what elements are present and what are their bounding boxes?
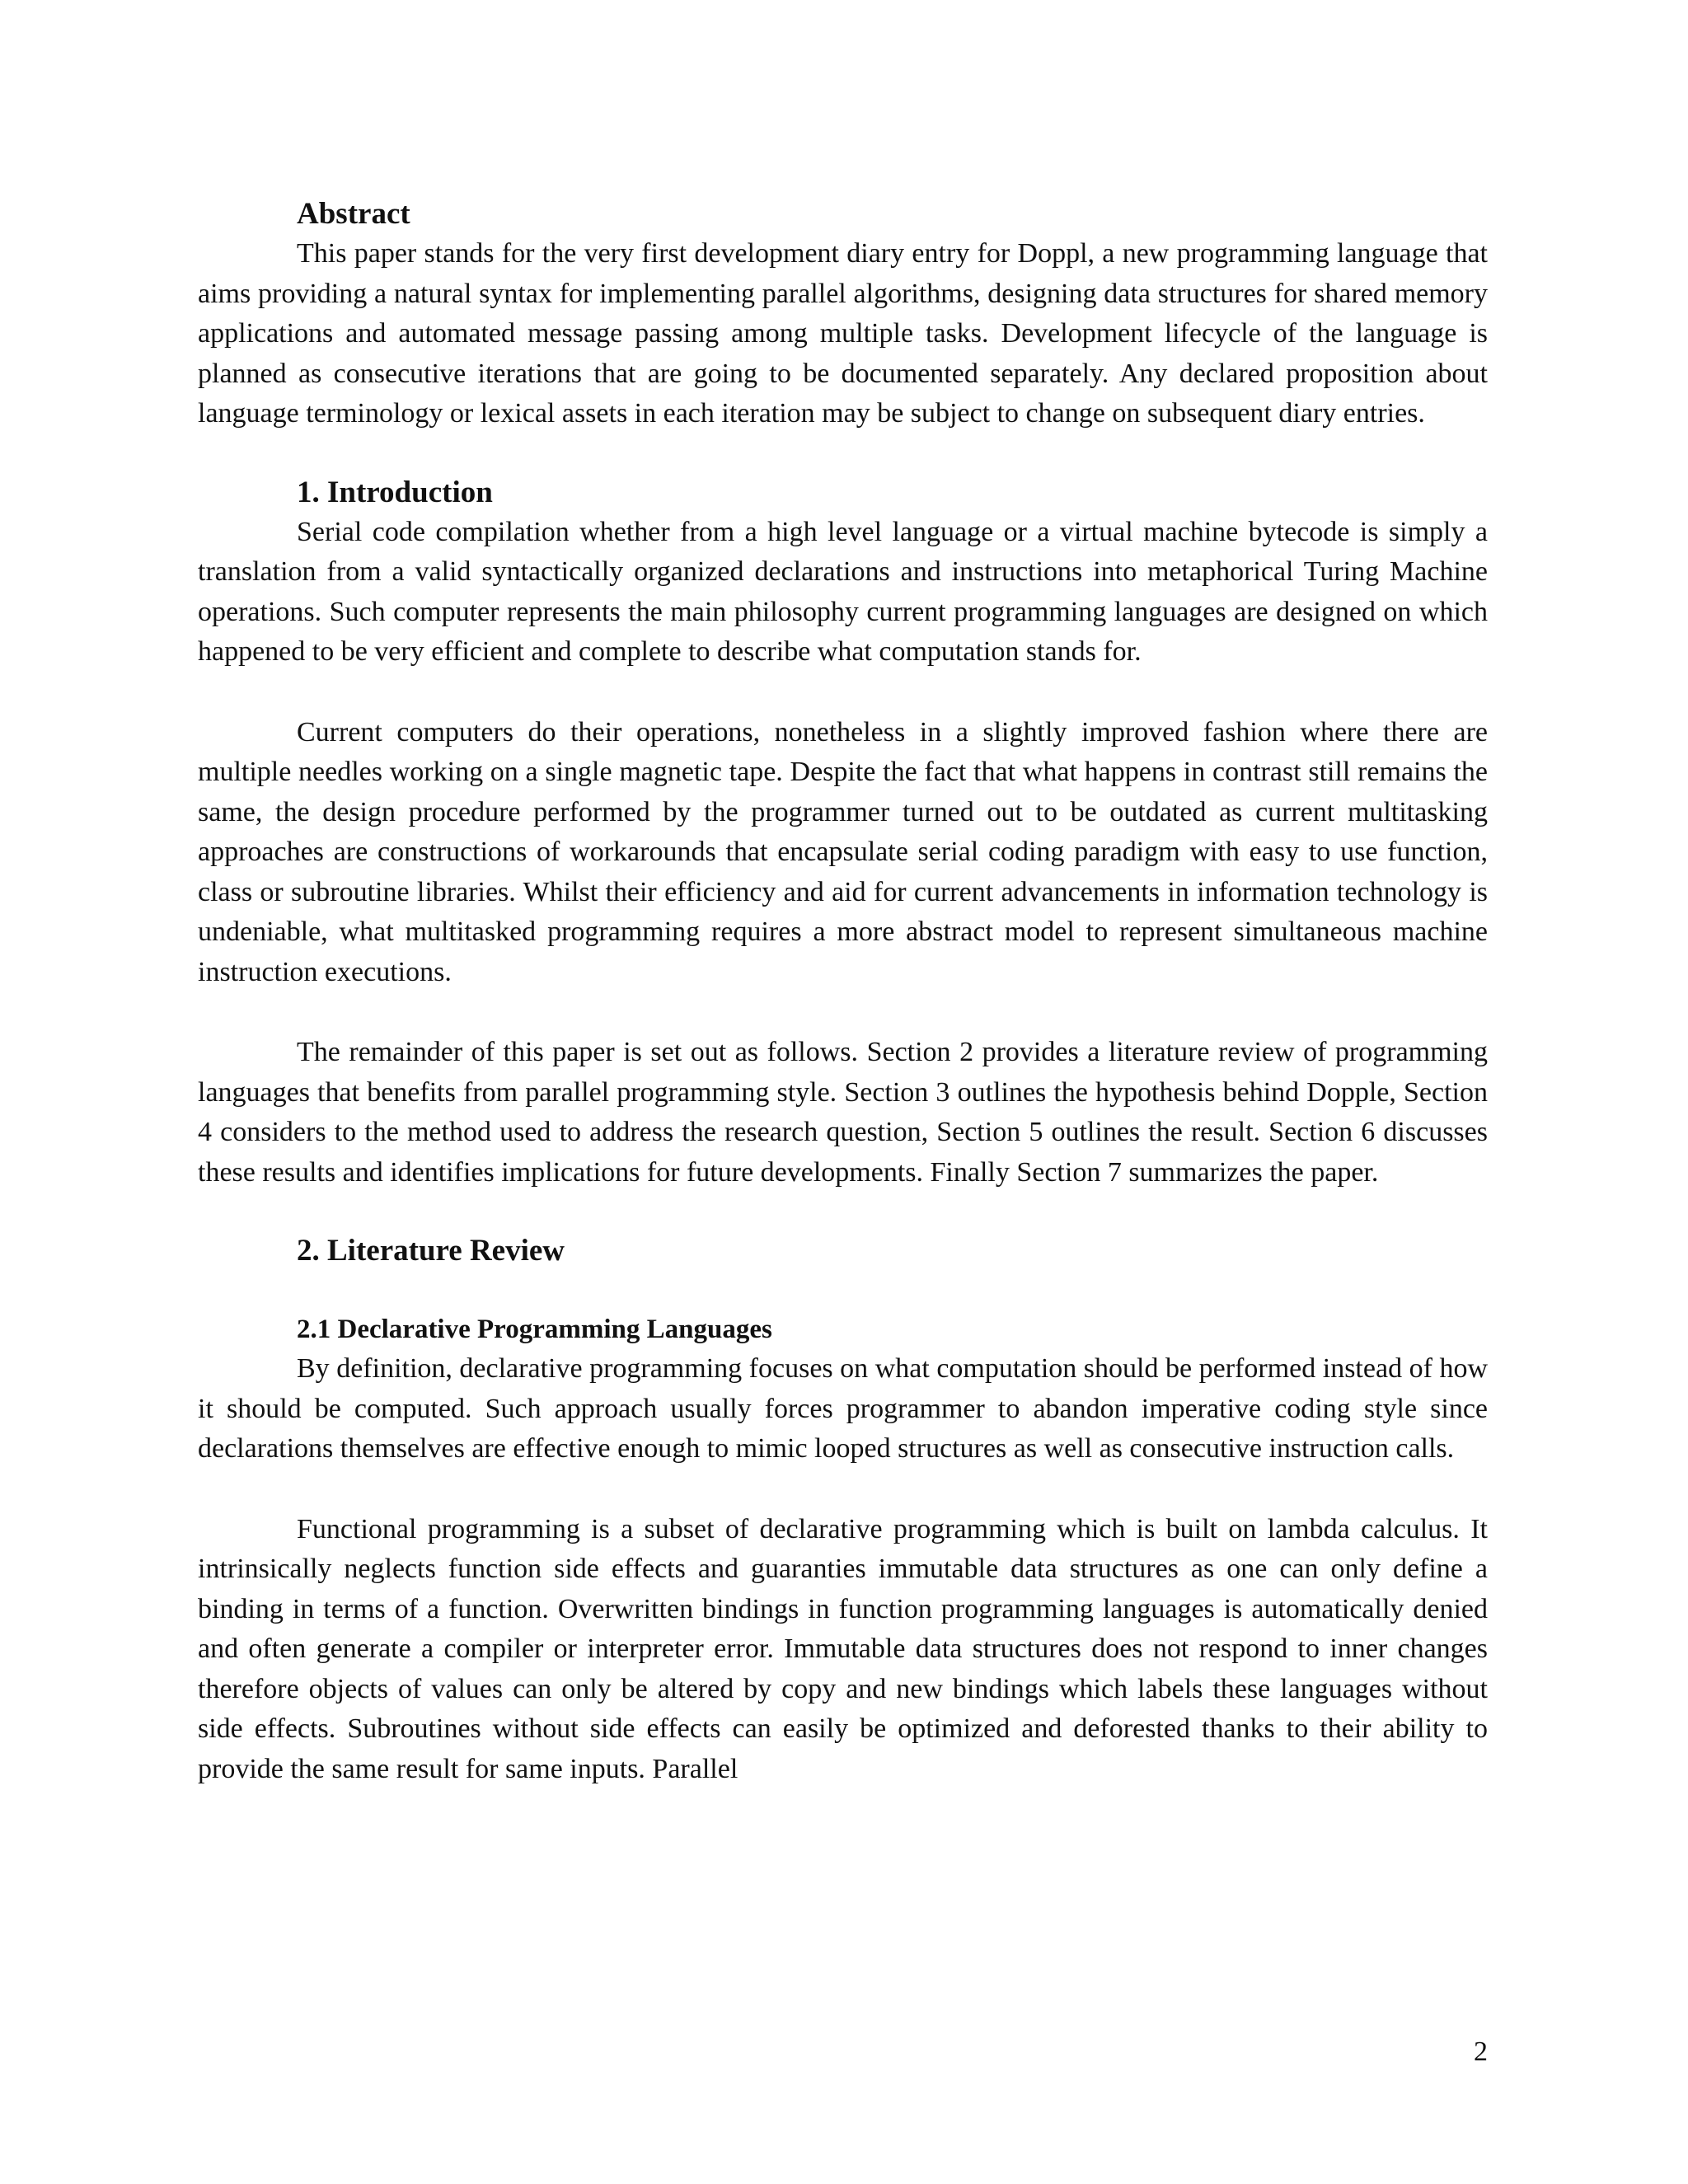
page-body [198, 194, 1488, 1789]
introduction-paragraph-2: Current computers do their operations, nonetheless in a slightly improved fashion where there are multiple needles working on a single magnetic tape. Despite the fact that what happens in contrast still remains the same, the design procedure performed by the programmer turned out to be outdated as current multitasking approaches are constructions of workarounds that encapsulate serial coding paradigm with easy to use function, class or subroutine libraries. Whilst their efficiency and aid for current advancements in information technology is undeniable, what multitasked programming requires a more abstract model to represent simultaneous machine instruction executions. [198, 716, 1488, 987]
introduction-paragraph-3: The remainder of this paper is set out as follows. Section 2 provides a literature review of programming languages that benefits from parallel programming style. Section 3 outlines the hypothesis behind Dopple, Section 4 considers to the method used to address the research question, Section 5 outlines the result. Section 6 discusses these results and identifies implications for future developments. Finally Section 7 summarizes the paper. [198, 1037, 1488, 1188]
literature-review-section [198, 1231, 1488, 1789]
declarative-paragraph-2: Functional programming is a subset of declarative programming which is built on lambda calculus. It intrinsically neglects function side effects and guaranties immutable data structures as one can only define a binding in terms of a function. Overwritten bindings in function programming languages is automatically denied and often generate a compiler or interpreter error. Immutable data structures does not respond to inner changes therefore objects of values can only be altered by copy and new bindings which labels these languages without side effects. Subroutines without side effects can easily be optimized and deforested thanks to their ability to provide the same result for same inputs. Parallel [198, 1513, 1488, 1784]
abstract-section [198, 194, 1488, 434]
page-number: 2 [1474, 2036, 1488, 2067]
literature-review-heading: 2. Literature Review [297, 1234, 565, 1268]
abstract-paragraph: This paper stands for the very first development diary entry for Doppl, a new programming language that aims providing a natural syntax for implementing parallel algorithms, designing data structures for shared memory applications and automated message passing among multiple tasks. Development lifecycle of the language is planned as consecutive iterations that are going to be documented separately. Any declared proposition about language terminology or lexical assets in each iteration may be subject to change on subsequent diary entries. [198, 238, 1488, 429]
abstract-heading: Abstract [297, 197, 410, 231]
introduction-heading: 1. Introduction [297, 475, 493, 509]
introduction-section [198, 473, 1488, 1193]
declarative-paragraph-1: By definition, declarative programming focuses on what computation should be performed instead of how it should be computed. Such approach usually forces programmer to abandon imperative coding style since declarations themselves are effective enough to mimic looped structures as well as consecutive instruction calls. [198, 1353, 1488, 1464]
introduction-paragraph-1: Serial code compilation whether from a high level language or a virtual machine bytecode is simply a translation from a valid syntactically organized declarations and instructions into metaphorical Turing Machine operations. Such computer represents the main philosophy current programming languages are designed on which happened to be very efficient and complete to describe what computation stands for. [198, 516, 1488, 667]
declarative-languages-subheading: 2.1 Declarative Programming Languages [297, 1315, 772, 1344]
